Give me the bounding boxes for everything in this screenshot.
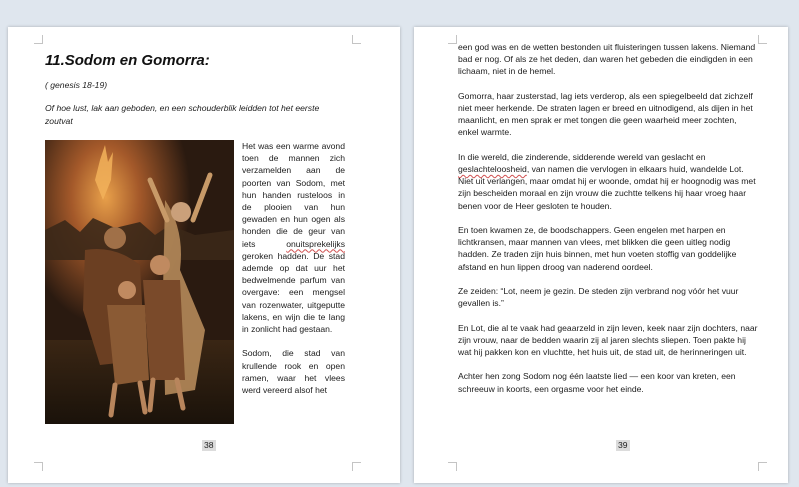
- margin-mark: [34, 462, 43, 471]
- chapter-title: 11.Sodom en Gomorra:: [45, 52, 210, 69]
- painting-icon: [45, 140, 234, 424]
- paragraph: Gomorra, haar zusterstad, lag iets verderop, als een spiegelbeeld dat zichzelf niet meer herkende. De straten lagen er breed en uitnodigend, als dijen in het maanlicht, en men sprak er met tongen die geen waarheid meer zochten, enkel warmte.: [458, 90, 753, 138]
- left-page: [8, 27, 400, 483]
- page-number: 38: [204, 440, 214, 450]
- margin-mark: [448, 35, 457, 44]
- paragraph: Het was een warme avond toen de mannen zich verzamelden aan de poorten van Sodom, met hun handen rusteloos in de plooien van hun gewaden en hun ogen als honden die de geur van iets onuitsprekelijks geroken hadden. De stad ademde op dat uur het bedwelmende parfum van overgave: een mengsel van rozenwater, uitgeputte lakens, en wijn die te lang in zonlicht had gestaan.: [242, 141, 345, 335]
- body-text-column: [242, 140, 345, 408]
- margin-mark: [758, 35, 767, 44]
- spellcheck-flagged-word[interactable]: geslachteloosheid: [458, 164, 527, 174]
- margin-mark: [448, 462, 457, 471]
- body-text-column: [458, 41, 759, 407]
- paragraph: En Lot, die al te vaak had geaarzeld in zijn leven, keek naar zijn dochters, naar zijn vrouw, naar de bedden waarin zij al jaren slechts sliepen. Toen pakte hij wat hij pakken kon en vluchtte, het huis uit, de stad uit, de herinneringen uit.: [458, 322, 758, 357]
- paragraph: een god was en de wetten bestonden uit fluisteringen tussen lakens. Niemand bad er nog. Of als ze het deden, dan waren het gebeden die eindigden in een lichaam, niet in de hemel.: [458, 42, 756, 77]
- spellcheck-flagged-word[interactable]: onuitsprekelijks: [286, 238, 345, 249]
- paragraph: Ze zeiden: “Lot, neem je gezin. De steden zijn verbrand nog vóór het vuur gevallen is.”: [458, 286, 739, 309]
- margin-mark: [352, 462, 361, 471]
- paragraph: In die wereld, die zinderende, sidderende wereld van geslacht en geslachteloosheid, van namen die vervlogen in elkaars huid, wandelde Lot. Niet uit verlangen, maar omdat hij er woonde, omdat hij er hoognodig was met zijn bescheiden moraal en zijn vrouw die zuchtte telkens hij haar vroeg haar benen voor de Heer gesloten te houden.: [458, 151, 756, 211]
- chapter-subtitle: Of hoe lust, lak aan geboden, en een schouderblik leidden tot het eerste zoutvat: [45, 103, 320, 126]
- margin-mark: [352, 35, 361, 44]
- paragraph: Achter hen zong Sodom nog één laatste lied — een koor van kreten, een schreeuw in koorts, een orgasme voor het einde.: [458, 371, 736, 394]
- paragraph: Sodom, die stad van krullende rook en open ramen, waar het vlees werd vereerd alsof het: [242, 348, 345, 396]
- scripture-reference: ( genesis 18-19): [45, 80, 108, 90]
- margin-mark: [758, 462, 767, 471]
- page-number: 39: [618, 440, 628, 450]
- right-page: [414, 27, 788, 483]
- paragraph: En toen kwamen ze, de boodschappers. Geen engelen met harpen en lichtkransen, maar mannen van vlees, met blikken die geen uitleg nodig hadden. Ze traden zijn huis binnen, met hun voeten stoffig van goddelijke afstand en hun lippen droog van naderend oordeel.: [458, 225, 737, 272]
- margin-mark: [34, 35, 43, 44]
